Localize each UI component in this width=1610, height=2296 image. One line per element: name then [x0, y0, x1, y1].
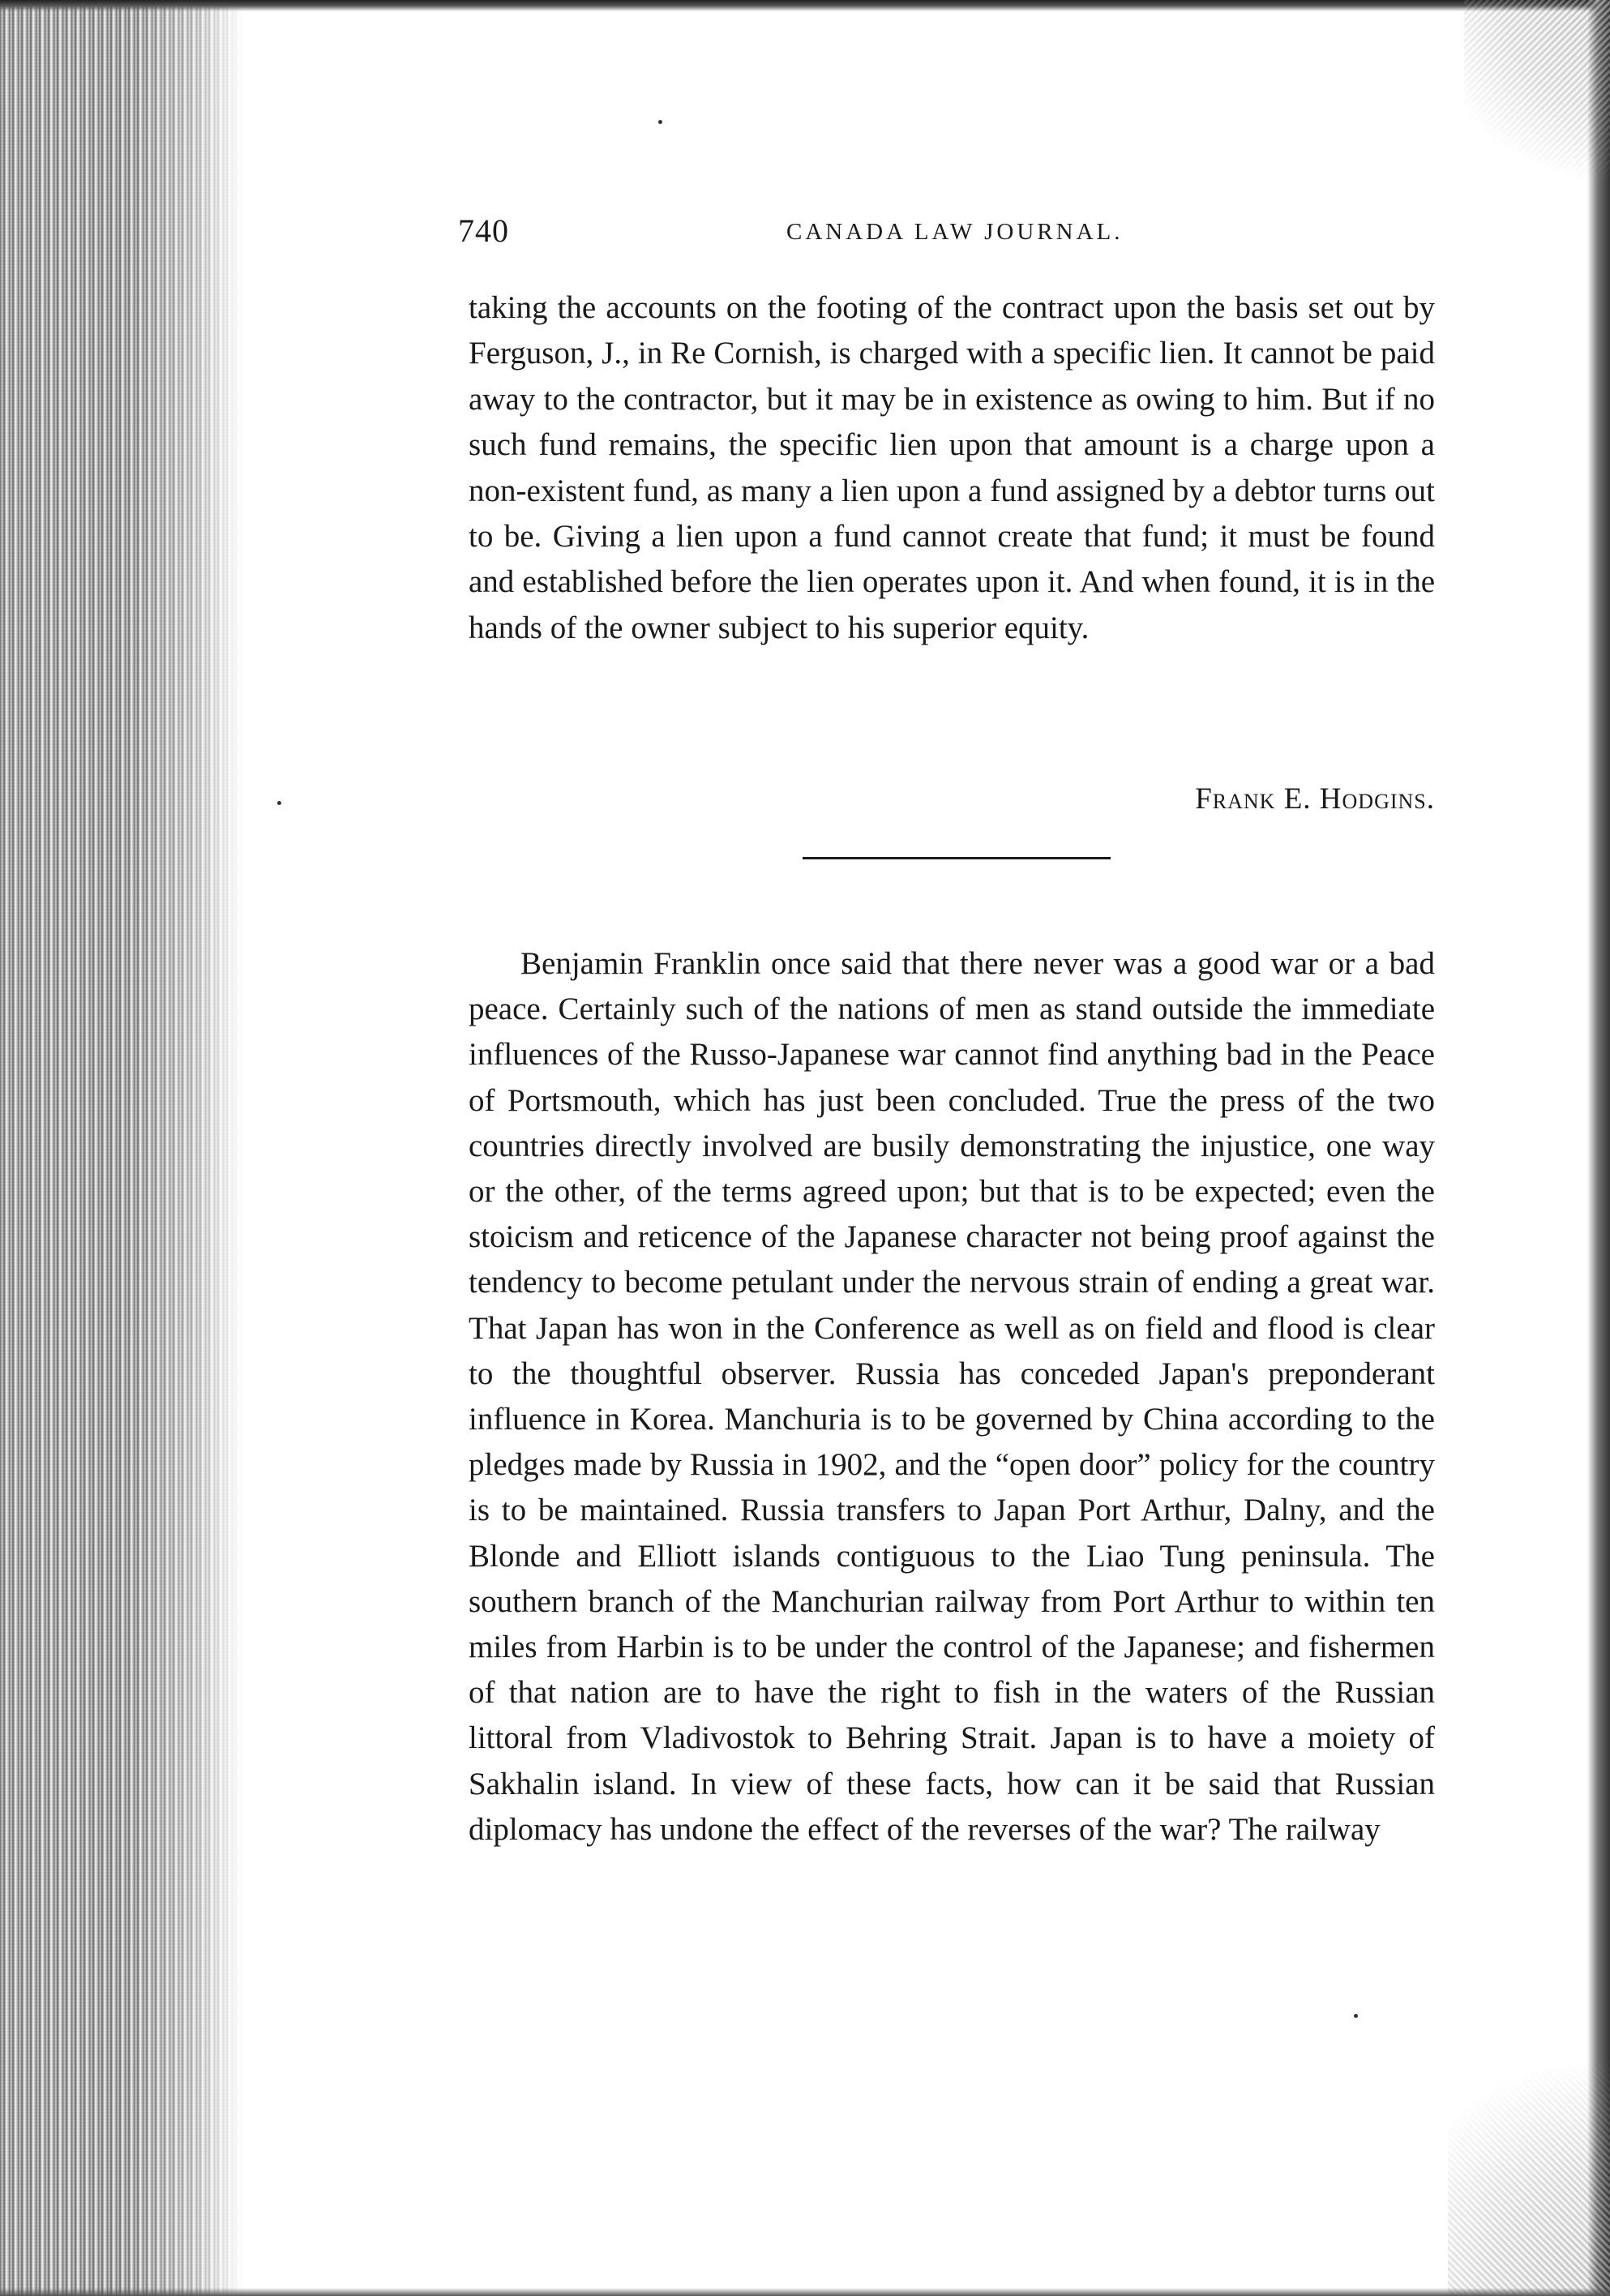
journal-title: CANADA LAW JOURNAL.	[786, 219, 1124, 245]
running-head	[458, 207, 1431, 255]
scan-edge-bottom	[0, 2288, 1610, 2296]
article-conclusion-paragraph: taking the accounts on the footing of the contract upon the basis set out by Ferguson, J., in Re Cornish, is charged with a specific lien. It cannot be paid away to the contractor, but it may be in existence as owing to him. But if no such fund remains, the specific lien upon that amount is a charge upon a non-existent fund, as many a lien upon a fund assigned by a debtor turns out to be. Giving a lien upon a fund cannot create that fund; it must be found and established before the lien operates upon it. And when found, it is in the hands of the owner subject to his superior equity.	[469, 290, 1435, 645]
editorial-note-paragraph: Benjamin Franklin once said that there never was a good war or a bad peace. Certainly such of the nations of men as stand outside the immediate influences of the Russo-Japanese war cannot find anything bad in the Peace of Portsmouth, which has just been concluded. True the press of the two countries directly involved are busily demonstrating the injustice, one way or the other, of the terms agreed upon; but that is to be expected; even the stoicism and reticence of the Japanese character not being proof against the tendency to become petulant under the nervous strain of ending a great war. That Japan has won in the Conference as well as on field and flood is clear to the thoughtful observer. Russia has conceded Japan's preponderant influence in Korea. Manchuria is to be governed by China according to the pledges made by Russia in 1902, and the “open door” policy for the country is to be maintained. Russia transfers to Japan Port Arthur, Dalny, and the Blonde and Elliott islands contiguous to the Liao Tung peninsula. The southern branch of the Manchurian railway from Port Arthur to within ten miles from Harbin is to be under the control of the Japanese; and fishermen of that nation are to have the right to fish in the waters of the Russian littoral from Vladivostok to Behring Strait. Japan is to have a moiety of Sakhalin island. In view of these facts, how can it be said that Russian diplomacy has undone the effect of the reverses of the war? The railway	[469, 946, 1435, 1847]
scan-corner-top-right	[1464, 0, 1610, 195]
scan-corner-bottom-right	[1448, 2020, 1610, 2296]
scan-edge-top	[0, 0, 1610, 11]
scan-gutter-left	[0, 0, 243, 2296]
scan-speck	[658, 120, 662, 124]
scan-speck	[1354, 2014, 1358, 2018]
page-number: 740	[458, 212, 509, 249]
section-divider	[803, 857, 1111, 859]
scan-edge-right	[1587, 0, 1610, 2296]
author-signature: Frank E. Hodgins.	[1195, 782, 1435, 816]
scan-speck	[277, 801, 281, 805]
editorial-note	[469, 941, 1435, 1853]
article-conclusion	[469, 285, 1435, 651]
